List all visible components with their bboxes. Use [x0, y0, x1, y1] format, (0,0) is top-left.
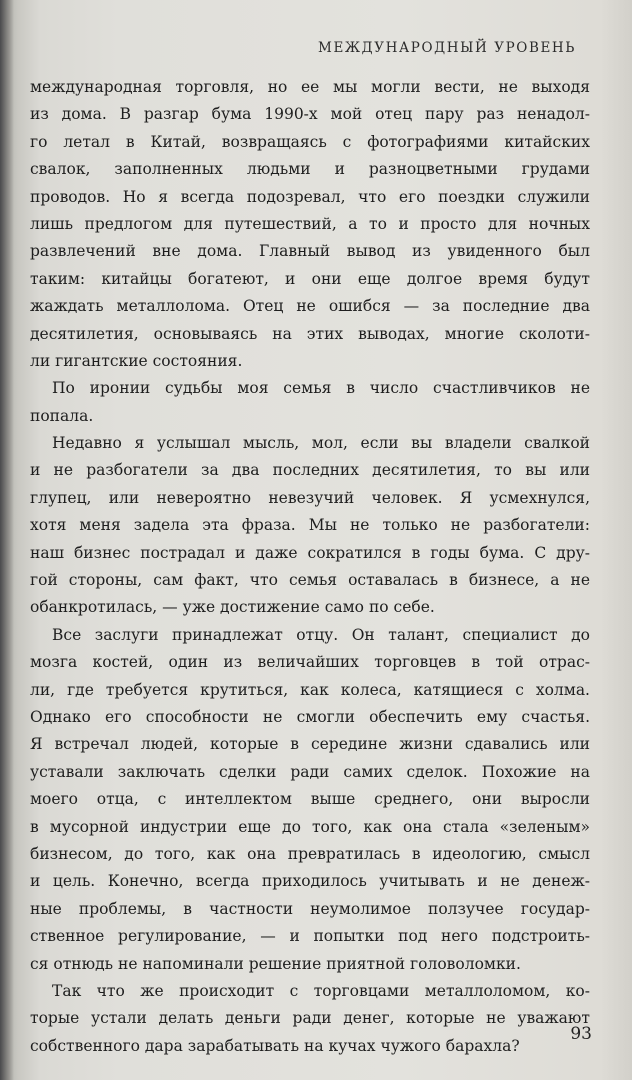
- text-line: Я встречал людей, которые в середине жизни сдавались или: [30, 735, 590, 754]
- text-line: уставали заключать сделки ради самих сделок. Похожие на: [30, 762, 590, 781]
- text-line: собственного дара зарабатывать на кучах чужого барахла?: [30, 1036, 520, 1055]
- text-line: обанкротилась, — уже достижение само по себе.: [30, 598, 435, 617]
- text-line: ные проблемы, в частности неумолимое ползучее государ-: [30, 899, 590, 918]
- text-line: и цель. Конечно, всегда приходилось учитывать и не денеж-: [30, 872, 590, 891]
- text-line: в мусорной индустрии еще до того, как она стала «зеленым»: [30, 817, 590, 836]
- text-line: го летал в Китай, возвращаясь с фотографиями китайских: [30, 132, 590, 151]
- text-line: ли гигантские состояния.: [30, 351, 243, 370]
- text-line: ся отнюдь не напоминали решение приятной головоломки.: [30, 954, 521, 973]
- page-gutter-shadow: [0, 0, 14, 1080]
- body-text: [30, 74, 590, 1060]
- text-line: международная торговля, но ее мы могли вести, не выходя: [30, 78, 590, 96]
- text-line: таким: китайцы богатеют, и они еще долгое время будут: [30, 269, 590, 288]
- text-line: гой стороны, сам факт, что семья оставалась в бизнесе, а не: [30, 571, 590, 590]
- text-line: наш бизнес пострадал и даже сократился в годы бума. С дру-: [30, 543, 590, 562]
- text-line: развлечений вне дома. Главный вывод из увиденного был: [30, 242, 590, 261]
- running-head: МЕЖДУНАРОДНЫЙ УРОВЕНЬ: [318, 40, 576, 56]
- text-line: моего отца, с интеллектом выше среднего, они выросли: [30, 790, 590, 809]
- text-line: Однако его способности не смогли обеспечить ему счастья.: [30, 707, 590, 726]
- text-line: лишь предлогом для путешествий, а то и просто для ночных: [30, 214, 590, 233]
- text-line: Недавно я услышал мысль, мол, если вы владели свалкой: [52, 434, 590, 453]
- text-line: жаждать металлолома. Отец не ошибся — за последние два: [30, 297, 590, 316]
- page-number: 93: [570, 1024, 592, 1044]
- text-line: бизнесом, до того, как она превратилась в идеологию, смысл: [30, 844, 590, 863]
- text-line: торые устали делать деньги ради денег, которые не уважают: [30, 1009, 590, 1028]
- text-line: из дома. В разгар бума 1990-х мой отец пару раз ненадол-: [30, 105, 590, 124]
- text-line: хотя меня задела эта фраза. Мы не только не разбогатели:: [30, 516, 590, 535]
- text-line: ли, где требуется крутиться, как колеса, катящиеся с холма.: [30, 680, 590, 699]
- text-line: Так что же происходит с торговцами металлоломом, ко-: [52, 981, 590, 1000]
- text-line: глупец, или невероятно невезучий человек. Я усмехнулся,: [30, 488, 590, 507]
- text-line: проводов. Но я всегда подозревал, что его поездки служили: [30, 187, 590, 206]
- text-line: и не разбогатели за два последних десятилетия, то вы или: [30, 461, 590, 480]
- text-line: По иронии судьбы моя семья в число счастливчиков не: [52, 379, 590, 398]
- text-line: попала.: [30, 406, 94, 425]
- text-line: ственное регулирование, — и попытки под него подстроить-: [30, 927, 590, 946]
- text-line: Все заслуги принадлежат отцу. Он талант, специалист до: [52, 625, 590, 644]
- text-line: мозга костей, один из величайших торговцев в той отрас-: [30, 653, 590, 672]
- text-line: десятилетия, основываясь на этих выводах, многие сколоти-: [30, 324, 590, 343]
- text-line: свалок, заполненных людьми и разноцветными грудами: [30, 160, 590, 179]
